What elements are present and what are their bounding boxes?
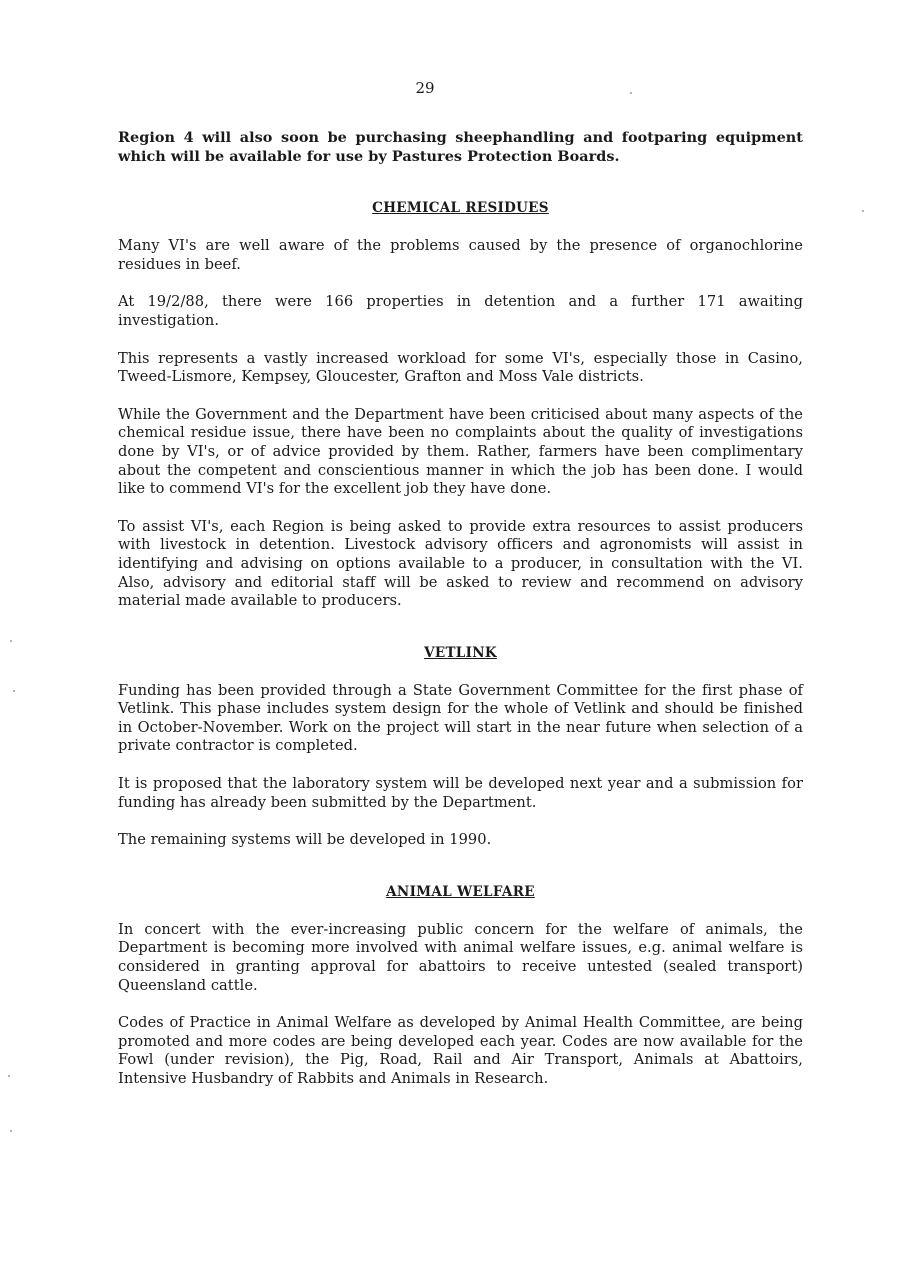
chemical-residues-paragraph: At 19/2/88, there were 166 properties in detention and a further 171 awaiting investigation.: [118, 293, 803, 329]
intro-paragraph: Region 4 will also soon be purchasing sheephandling and footparing equipment which will be available for use by Pastures Protection Boards.: [118, 129, 803, 165]
scan-speck: [10, 1130, 12, 1132]
vetlink-section: [118, 644, 803, 850]
scan-speck: [10, 640, 12, 642]
vetlink-paragraph: It is proposed that the laboratory system will be developed next year and a submission for funding has already been submitted by the Department.: [118, 775, 803, 811]
chemical-residues-paragraph: While the Government and the Department have been criticised about many aspects of the chemical residue issue, there have been no complaints about the quality of investigations done by VI's, or of advice provided by them. Rather, farmers have been complimentary about the competent and conscientious manner in which the job has been done. I would like to commend VI's for the excellent job they have done.: [118, 405, 803, 498]
animal-welfare-heading: ANIMAL WELFARE: [386, 883, 535, 900]
scan-speck: [8, 1075, 10, 1077]
chemical-residues-paragraph: To assist VI's, each Region is being asked to provide extra resources to assist producers with livestock in detention. Livestock advisory officers and agronomists will assist in identifying and advising on options available to a producer, in consultation with the VI. Also, advisory and editorial staff will be asked to review and recommend on advisory material made available to producers.: [118, 517, 803, 610]
chemical-residues-paragraph: This represents a vastly increased workload for some VI's, especially those in Casino, Tweed-Lismore, Kempsey, Gloucester, Grafton and Moss Vale districts.: [118, 349, 803, 386]
chemical-residues-heading: CHEMICAL RESIDUES: [372, 200, 549, 217]
vetlink-heading: VETLINK: [424, 644, 497, 661]
page-number: 29: [415, 79, 435, 97]
animal-welfare-paragraph: In concert with the ever-increasing public concern for the welfare of animals, the Department is becoming more involved with animal welfare issues, e.g. animal welfare is considered in granting approval for abattoirs to receive untested (sealed transport) Queensland cattle.: [118, 920, 803, 994]
vetlink-paragraph: Funding has been provided through a State Government Committee for the first phase of Vetlink. This phase includes system design for the whole of Vetlink and should be finished in October-November. Work on the project will start in the near future when selection of a private contractor is completed.: [118, 681, 803, 755]
animal-welfare-section: [118, 883, 803, 1089]
chemical-residues-section: [118, 199, 803, 611]
document-body: [118, 129, 803, 1089]
chemical-residues-paragraph: Many VI's are well aware of the problems caused by the presence of organochlorine residues in beef.: [118, 237, 803, 273]
scan-speck: [862, 210, 864, 212]
scan-speck: [13, 690, 15, 692]
vetlink-paragraph: The remaining systems will be developed in 1990.: [118, 831, 492, 849]
animal-welfare-paragraph: Codes of Practice in Animal Welfare as developed by Animal Health Committee, are being promoted and more codes are being developed each year. Codes are now available for the Fowl (under revision), the Pig, Road, Rail and Air Transport, Animals at Abattoirs, Intensive Husbandry of Rabbits and Animals in Research.: [118, 1014, 803, 1087]
